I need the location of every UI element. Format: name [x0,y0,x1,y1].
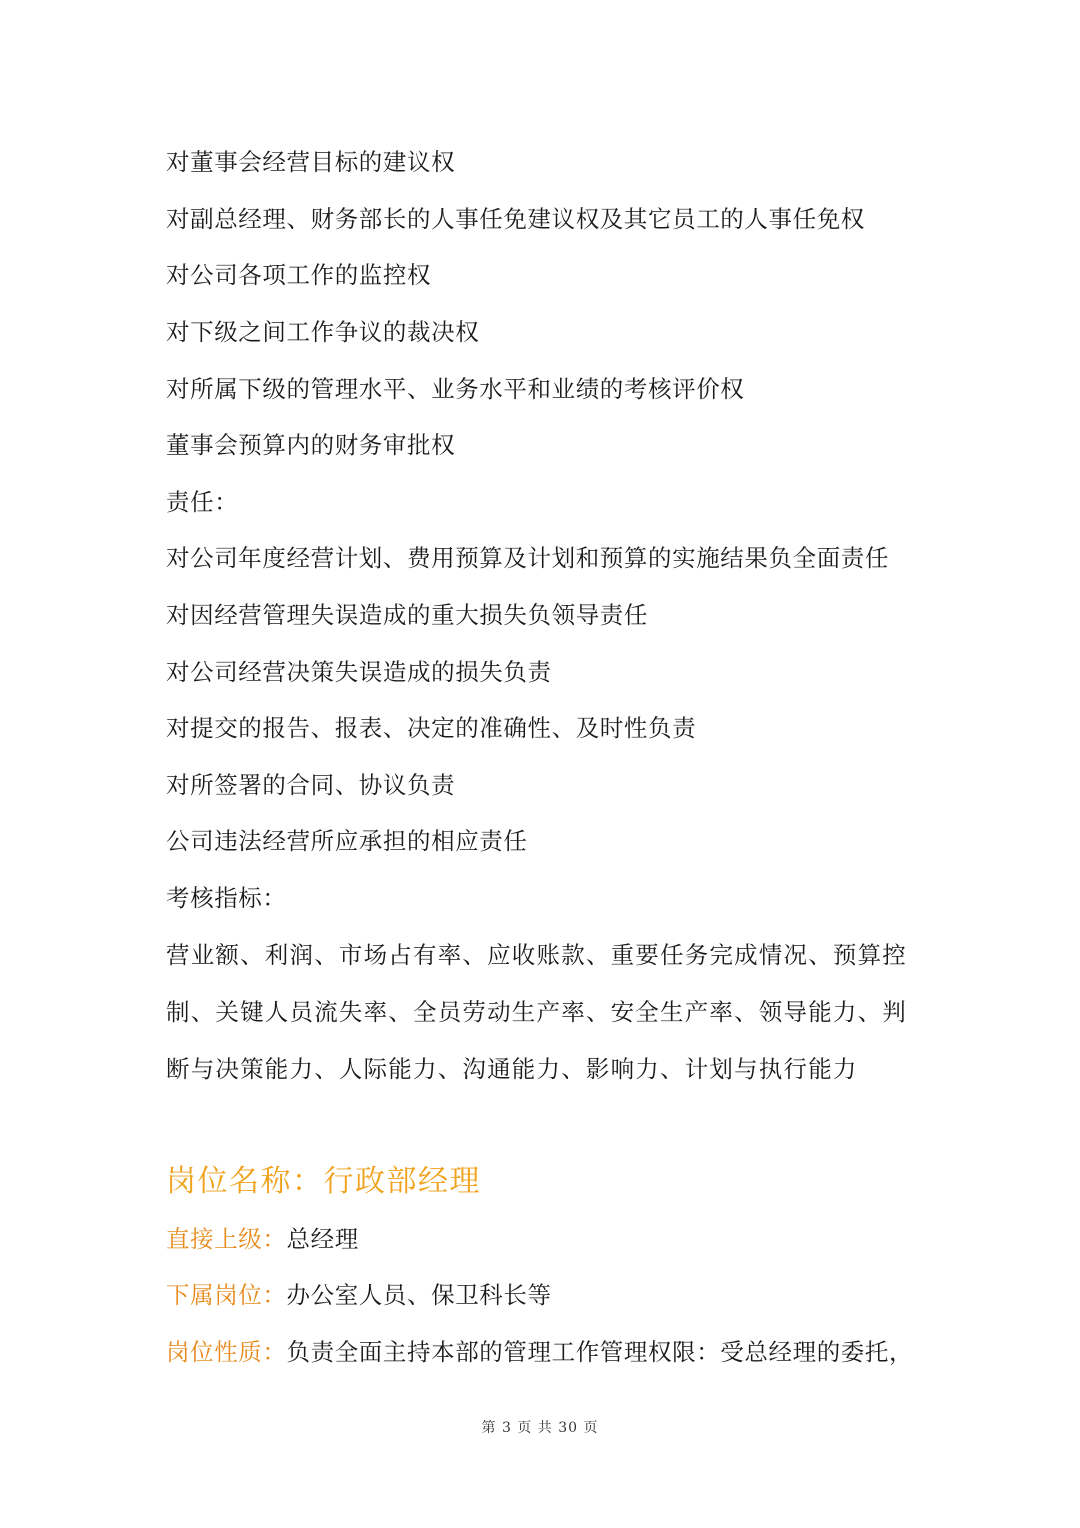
page-footer: 第 3 页 共 30 页 [481,1420,599,1436]
responsibility-item: 对公司经营决策失误造成的损失负责 [166,658,552,686]
responsibility-item: 对公司年度经营计划、费用预算及计划和预算的实施结果负全面责任 [166,544,889,572]
subordinate-value: 办公室人员、保卫科长等 [286,1281,552,1309]
subordinate-label: 下属岗位： [166,1281,287,1309]
authority-item: 对副总经理、财务部长的人事任免建议权及其它员工的人事任免权 [166,205,865,233]
superior-row [166,1223,359,1255]
superior-label: 直接上级： [166,1225,287,1253]
authority-item: 对下级之间工作争议的裁决权 [166,318,480,346]
subordinate-row [166,1279,552,1311]
kpi-heading: 考核指标： [166,884,287,912]
nature-value: 负责全面主持本部的管理工作管理权限：受总经理的委托， [286,1338,914,1366]
responsibility-item: 对提交的报告、报表、决定的准确性、及时性负责 [166,714,697,742]
authority-item: 对所属下级的管理水平、业务水平和业绩的考核评价权 [166,375,745,403]
responsibility-item: 公司违法经营所应承担的相应责任 [166,827,528,855]
authority-item: 对董事会经营目标的建议权 [166,148,456,176]
nature-row [166,1336,913,1368]
authority-item: 董事会预算内的财务审批权 [166,431,456,459]
responsibility-heading: 责任： [166,488,239,516]
position-title: 岗位名称：行政部经理 [166,1164,481,1199]
authority-item: 对公司各项工作的监控权 [166,261,432,289]
responsibility-item: 对因经营管理失误造成的重大损失负领导责任 [166,601,648,629]
superior-value: 总经理 [286,1225,359,1253]
nature-label: 岗位性质： [166,1338,287,1366]
responsibility-item: 对所签署的合同、协议负责 [166,771,456,799]
kpi-paragraph: 营业额、利润、市场占有率、应收账款、重要任务完成情况、预算控制、关键人员流失率、全员劳动生产率、安全生产率、领导能力、判断与决策能力、人际能力、沟通能力、影响力、计划与执行能力 [166,941,907,1083]
